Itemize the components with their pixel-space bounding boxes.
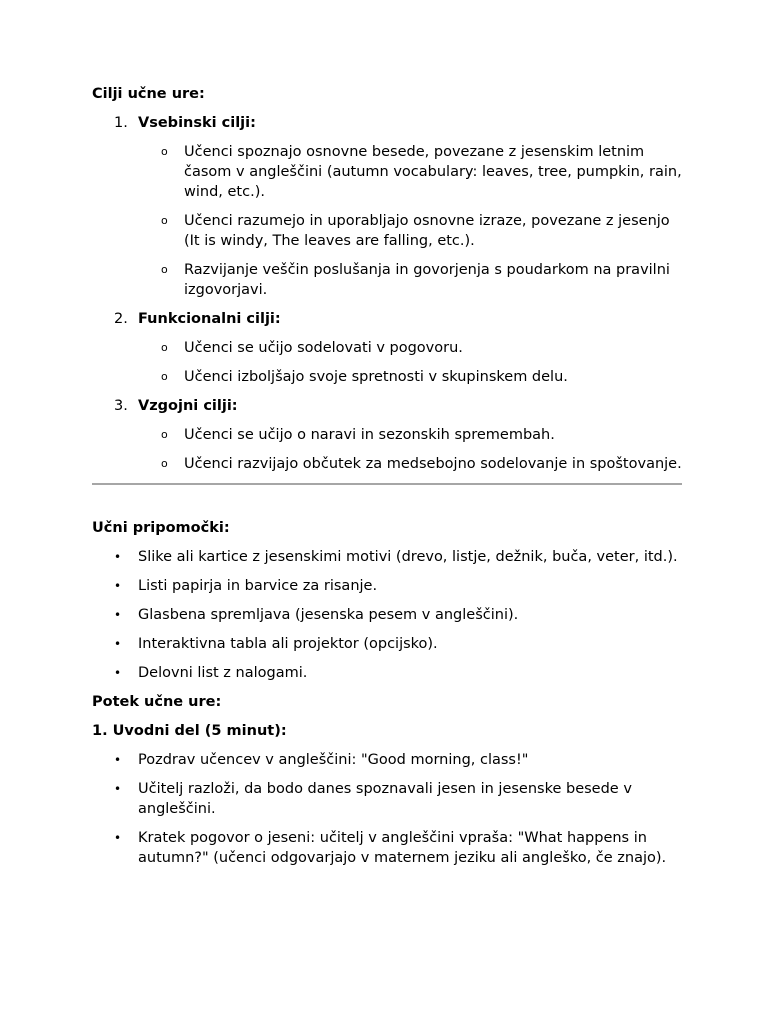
list-item: • Učitelj razloži, da bodo danes spoznavali jesen in jesenske besede v angleščini. (114, 781, 632, 817)
intro-list (92, 750, 682, 868)
section-number: 1. (114, 115, 128, 131)
functional-goals-list (92, 338, 682, 387)
circle-bullet-icon: o (161, 341, 168, 354)
educational-goals-list (92, 425, 682, 474)
section-number: 2. (114, 311, 128, 327)
list-item: o Učenci razumejo in uporabljajo osnovne izraze, povezane z jesenjo (It is windy, The leaves are falling, etc.). (161, 213, 670, 249)
bullet-icon: • (114, 550, 122, 564)
list-item: • Interaktivna tabla ali projektor (opcijsko). (114, 636, 438, 652)
list-item: o Razvijanje veščin poslušanja in govorjenja s poudarkom na pravilni izgovorjavi. (161, 262, 670, 298)
bullet-icon: • (114, 753, 122, 767)
document-page (92, 84, 682, 877)
goal-section-educational (92, 396, 682, 416)
circle-bullet-icon: o (161, 214, 168, 227)
section-title: Funkcionalni cilji: (138, 311, 281, 327)
bullet-icon: • (114, 608, 122, 622)
list-item: o Učenci se učijo o naravi in sezonskih spremembah. (161, 427, 555, 443)
section-title: Vsebinski cilji: (138, 115, 256, 131)
circle-bullet-icon: o (161, 370, 168, 383)
goal-section-functional (92, 309, 682, 329)
bullet-icon: • (114, 637, 122, 651)
bullet-icon: • (114, 666, 122, 680)
list-item: o Učenci spoznajo osnovne besede, povezane z jesenskim letnim časom v angleščini (autumn vocabulary: leaves, tree, pumpkin, rain, wind, etc.). (161, 144, 682, 200)
list-item: • Pozdrav učencev v angleščini: "Good morning, class!" (114, 752, 529, 768)
flow-heading: Potek učne ure: (92, 694, 222, 710)
goal-section-content (92, 113, 682, 133)
bullet-icon: • (114, 579, 122, 593)
list-item: o Učenci razvijajo občutek za medsebojno sodelovanje in spoštovanje. (161, 456, 682, 472)
goals-heading: Cilji učne ure: (92, 86, 205, 102)
content-goals-list (92, 142, 682, 300)
intro-heading: 1. Uvodni del (5 minut): (92, 723, 287, 739)
list-item: • Slike ali kartice z jesenskimi motivi (drevo, listje, dežnik, buča, veter, itd.). (114, 549, 678, 565)
list-item: • Listi papirja in barvice za risanje. (114, 578, 378, 594)
circle-bullet-icon: o (161, 457, 168, 470)
circle-bullet-icon: o (161, 145, 168, 158)
list-item: o Učenci se učijo sodelovati v pogovoru. (161, 340, 463, 356)
horizontal-divider (92, 483, 682, 485)
circle-bullet-icon: o (161, 428, 168, 441)
circle-bullet-icon: o (161, 263, 168, 276)
bullet-icon: • (114, 831, 122, 845)
list-item: • Delovni list z nalogami. (114, 665, 308, 681)
section-number: 3. (114, 398, 128, 414)
list-item: o Učenci izboljšajo svoje spretnosti v skupinskem delu. (161, 369, 568, 385)
section-title: Vzgojni cilji: (138, 398, 238, 414)
bullet-icon: • (114, 782, 122, 796)
list-item: • Kratek pogovor o jeseni: učitelj v angleščini vpraša: "What happens in autumn?" (učenci odgovarjajo v maternem jeziku ali angleško, če znajo). (114, 830, 667, 866)
materials-list (92, 547, 682, 683)
materials-heading: Učni pripomočki: (92, 520, 230, 536)
list-item: • Glasbena spremljava (jesenska pesem v angleščini). (114, 607, 519, 623)
